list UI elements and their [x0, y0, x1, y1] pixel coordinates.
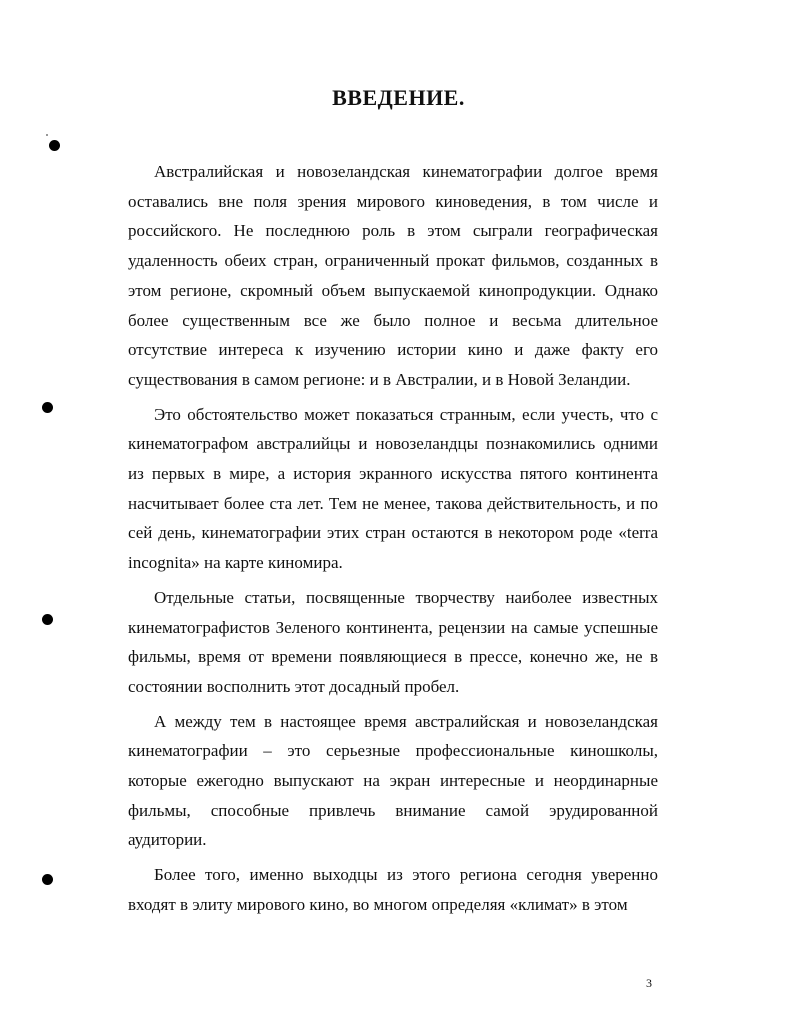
scan-speck — [46, 134, 48, 136]
paragraph: Австралийская и новозеландская кинематографии долгое время оставались вне поля зрения мирового киноведения, в том числе и российского. Не последнюю роль в этом сыграли географическая удаленность обеих стран, ограниченный прокат фильмов, созданных в этом регионе, скромный объем выпускаемой кинопродукции. Однако более существенным все же было полное и весьма длительное отсутствие интереса к изучению истории кино и даже факту его существования в самом регионе: и в Австралии, и в Новой Зеландии. — [128, 162, 658, 389]
page-title: ВВЕДЕНИЕ. — [332, 85, 465, 110]
binder-hole-mark — [42, 614, 53, 625]
paragraph: Отдельные статьи, посвященные творчеству наиболее известных кинематографистов Зеленого континента, рецензии на самые успешные фильмы, время от времени появляющиеся в прессе, конечно же, не в состоянии восполнить этот досадный пробел. — [128, 587, 658, 696]
page-number: 3 — [646, 976, 652, 990]
paragraph: Это обстоятельство может показаться странным, если учесть, что с кинематографом австралийцы и новозеландцы познакомились одними из первых в мире, а история экранного искусства пятого континента насчитывает более ста лет. Тем не менее, такова действительность, и по сей день, кинематографии этих стран остаются в некотором роде «terra incognita» на карте киномира. — [128, 404, 658, 573]
body-text — [128, 157, 658, 925]
paragraph: А между тем в настоящее время австралийская и новозеландская кинематографии – это серьезные профессиональные киношколы, которые ежегодно выпускают на экран интересные и неординарные фильмы, способные привлечь внимание самой эрудированной аудитории. — [128, 711, 658, 850]
paragraph: Более того, именно выходцы из этого региона сегодня уверенно входят в элиту мирового кино, во многом определяя «климат» в этом — [128, 865, 658, 914]
binder-hole-mark — [42, 402, 53, 413]
binder-hole-mark — [49, 140, 60, 151]
binder-hole-mark — [42, 874, 53, 885]
